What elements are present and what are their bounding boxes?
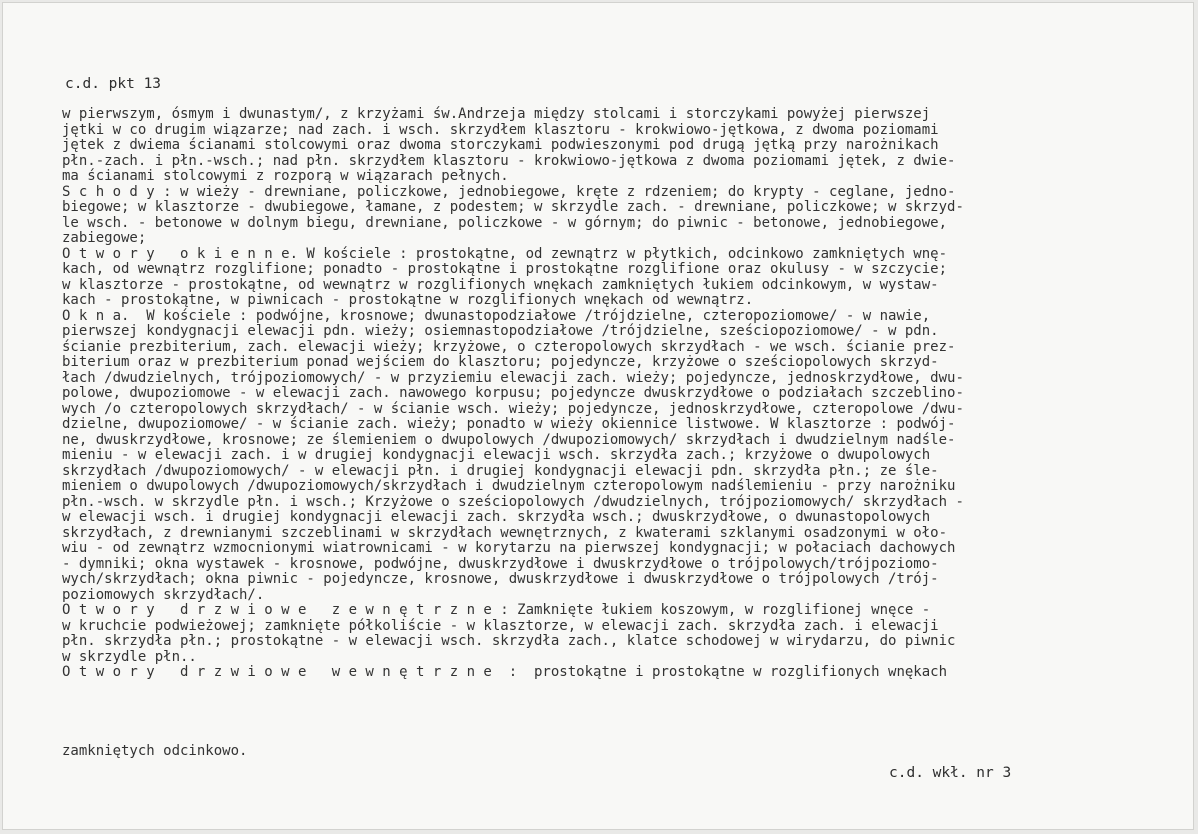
text-line: płn.-zach. i płn.-wsch.; nad płn. skrzydłem klasztoru - krokwiowo-jętkowa z dwoma poziomami jętek, z dwie-: [62, 152, 956, 169]
text-line: wych /o czteropolowych skrzydłach/ - w ścianie wsch. wieży; pojedyncze, jednoskrzydłowe, czteropolowe /dwu-: [62, 400, 964, 417]
last-text-line: zamkniętych odcinkowo.: [62, 743, 248, 759]
text-line: jętek z dwiema ścianami stolcowymi oraz dwoma storczykami podwieszonymi pod drugą jętką przy narożnikach: [62, 137, 939, 153]
text-line: ne, dwuskrzydłowe, krosnowe; ze ślemieniem o dwupolowych /dwupoziomowych/ skrzydłach i dwudzielnym nadśle-: [62, 431, 956, 448]
header-reference: c.d. pkt 13: [65, 76, 162, 92]
text-line: kach - prostokątne, w piwnicach - prostokątne w rozglifionych wnękach od wewnątrz.: [62, 292, 754, 308]
text-line: wych/skrzydłach; okna piwnic - pojedyncze, krosnowe, dwuskrzydłowe i dwuskrzydłowe o trójpolowych /trój-: [62, 571, 939, 587]
text-line: skrzydłach, z drewnianymi szczeblinami w skrzydłach wewnętrznych, z kwaterami szklanymi osadzonymi w oło-: [62, 524, 948, 541]
text-line: wiu - od zewnątrz wzmocnionymi wiatrownicami - w korytarzu na pierwszej kondygnacji; w połaciach dachowych: [62, 540, 956, 556]
text-line: łach /dwudzielnych, trójpoziomowych/ - w przyziemiu elewacji zach. wieży; pojedyncze, jednoskrzydłowe, dwu-: [62, 369, 964, 386]
text-line: poziomowych skrzydłach/.: [62, 586, 265, 603]
text-line: ma ścianami stolcowymi z rozporą w wiązarach pełnych.: [62, 168, 509, 184]
text-line: skrzydłach /dwupoziomowych/ - w elewacji płn. i drugiej kondygnacji elewacji pdn. skrzydła płn.; ze śle-: [62, 462, 939, 479]
text-line: w kruchcie podwieżowej; zamknięte półkoliście - w klasztorze, w elewacji zach. skrzydła zach. i elewacji: [62, 617, 939, 634]
text-line: w skrzydle płn..: [62, 648, 197, 665]
text-line: le wsch. - betonowe w dolnym biegu, drewniane, policzkowe - w górnym; do piwnic - betonowe, jednobiegowe,: [62, 214, 948, 231]
text-line: pierwszej kondygnacji elewacji pdn. wieży; osiemnastopodziałowe /trójdzielne, sześciopoziomowe/ - w pdn.: [62, 323, 939, 339]
body-text: [62, 107, 1142, 681]
text-line: polowe, dwupoziomowe - w elewacji zach. nawowego korpusu; pojedyncze dwuskrzydłowe o podziałach szczeblino-: [62, 385, 964, 401]
text-line: mieniu - w elewacji zach. i w drugiej kondygnacji elewacji wsch. skrzydła zach.; krzyżowe o dwupolowych: [62, 447, 931, 463]
text-line: płn.-wsch. w skrzydle płn. i wsch.; Krzyżowe o sześciopolowych /dwudzielnych, trójpoziomowych/ skrzydłach -: [62, 493, 964, 510]
text-line: biegowe; w klasztorze - dwubiegowe, łamane, z podestem; w skrzydle zach. - drewniane, policzkowe; w skrzyd-: [62, 199, 964, 215]
text-line: O k n a. W kościele : podwójne, krosnowe; dwunastopodziałowe /trójdzielne, czteropoziomowe/ - w nawie,: [62, 307, 931, 324]
text-line: - dymniki; okna wystawek - krosnowe, podwójne, dwuskrzydłowe i dwuskrzydłowe o trójpolowych/trójpoziomo-: [62, 555, 939, 572]
text-line: w pierwszym, ósmym i dwunastym/, z krzyżami św.Andrzeja między stolcami i storczykami powyżej pierwszej: [62, 106, 931, 122]
text-line: S c h o d y : w wieży - drewniane, policzkowe, jednobiegowe, kręte z rdzeniem; do krypty - ceglane, jedno-: [62, 183, 956, 200]
text-line: płn. skrzydła płn.; prostokątne - w elewacji wsch. skrzydła zach., klatce schodowej w wirydarzu, do piwnic: [62, 633, 956, 649]
footer-reference: c.d. wkł. nr 3: [889, 765, 1012, 781]
text-line: O t w o r y d r z w i o w e z e w n ę t r z n e : Zamknięte łukiem koszowym, w rozglifionej wnęce -: [62, 602, 931, 618]
text-line: mieniem o dwupolowych /dwupoziomowych/skrzydłach i dwudzielnym czteropolowym nadślemieniu - przy narożniku: [62, 478, 956, 494]
text-line: ścianie prezbiterium, zach. elewacji wieży; krzyżowe, o czteropolowych skrzydłach - we wsch. ścianie prez-: [62, 338, 956, 355]
text-line: zabiegowe;: [62, 230, 147, 246]
text-line: w elewacji wsch. i drugiej kondygnacji elewacji zach. skrzydła wsch.; dwuskrzydłowe, o dwunastopolowych: [62, 509, 931, 525]
text-line: jętki w co drugim wiązarze; nad zach. i wsch. skrzydłem klasztoru - krokwiowo-jętkowa, z dwoma poziomami: [62, 121, 939, 138]
document-card: [2, 2, 1194, 830]
text-line: O t w o r y o k i e n n e. W kościele : prostokątne, od zewnątrz w płytkich, odcinkowo zamkniętych wnę-: [62, 245, 948, 262]
text-line: O t w o r y d r z w i o w e w e w n ę t r z n e : prostokątne i prostokątne w rozglifionych wnękach: [62, 664, 948, 680]
text-line: dzielne, dwupoziomowe/ - w ścianie zach. wieży; ponadto w wieży okiennice listwowe. W klasztorze : podwój-: [62, 416, 956, 432]
text-line: w klasztorze - prostokątne, od wewnątrz w rozglifionych wnękach zamkniętych łukiem odcinkowym, w wystaw-: [62, 276, 939, 293]
text-line: biterium oraz w prezbiterium ponad wejściem do klasztoru; pojedyncze, krzyżowe o sześciopolowych skrzyd-: [62, 354, 939, 370]
text-line: kach, od wewnątrz rozglifione; ponadto - prostokątne i prostokątne rozglifione oraz okulusy - w szczycie;: [62, 261, 948, 277]
